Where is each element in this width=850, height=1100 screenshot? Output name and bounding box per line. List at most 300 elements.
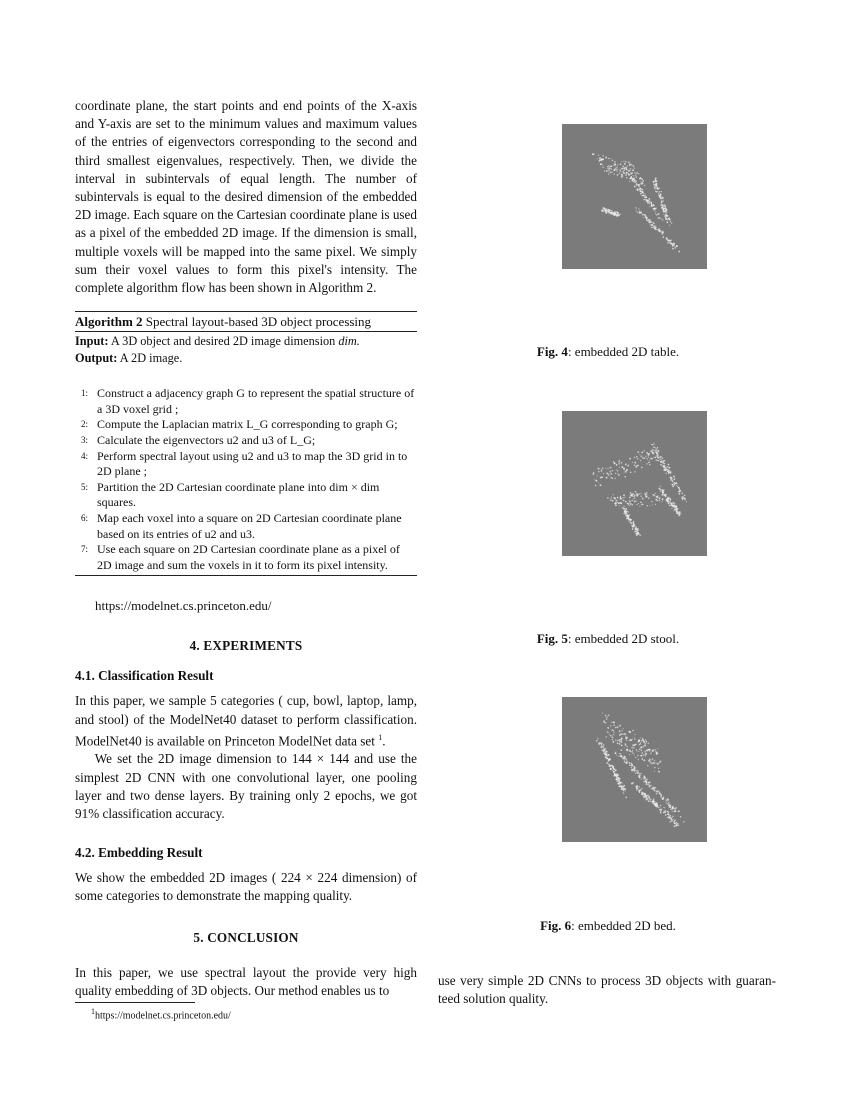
point — [633, 766, 635, 768]
point — [638, 503, 639, 504]
point — [669, 505, 671, 507]
point — [627, 502, 629, 504]
point — [604, 754, 606, 756]
point — [655, 448, 656, 449]
point — [660, 461, 662, 463]
point — [672, 807, 674, 809]
point — [620, 171, 621, 172]
point — [652, 504, 653, 505]
point — [654, 760, 655, 761]
point — [642, 191, 643, 192]
point — [665, 799, 666, 800]
point — [639, 454, 640, 455]
point — [609, 765, 611, 767]
point — [649, 464, 651, 466]
point — [671, 820, 673, 822]
point — [670, 809, 672, 811]
point — [629, 505, 630, 506]
point — [641, 492, 642, 493]
point — [629, 754, 630, 755]
point — [646, 778, 648, 780]
point — [618, 213, 619, 214]
algorithm-label: Algorithm 2 — [75, 314, 143, 330]
point — [668, 503, 670, 505]
point — [669, 806, 671, 808]
point — [605, 468, 606, 469]
point — [625, 744, 627, 746]
point — [631, 180, 633, 182]
point — [624, 168, 626, 170]
point — [653, 798, 655, 800]
point — [649, 781, 651, 783]
point — [652, 787, 654, 789]
point — [629, 168, 630, 169]
point — [648, 783, 650, 785]
point — [634, 471, 635, 472]
point — [643, 754, 645, 756]
point — [670, 242, 671, 243]
point — [601, 469, 602, 470]
point — [639, 786, 641, 788]
figure-6-caption — [438, 918, 778, 934]
point — [608, 474, 610, 476]
point — [656, 455, 658, 457]
point — [632, 525, 634, 527]
point — [649, 201, 650, 202]
point — [640, 190, 642, 192]
point — [623, 756, 625, 758]
point — [618, 778, 620, 780]
point — [634, 179, 635, 180]
algorithm-step — [75, 386, 417, 417]
point — [660, 464, 662, 466]
point — [598, 471, 600, 473]
point — [667, 219, 668, 220]
point — [624, 759, 625, 760]
point — [667, 800, 668, 801]
point — [652, 802, 654, 804]
point — [666, 802, 667, 803]
point — [657, 748, 658, 749]
point — [641, 779, 642, 780]
point — [619, 170, 621, 172]
point — [606, 716, 608, 718]
point — [629, 181, 630, 182]
point — [656, 229, 657, 230]
point — [619, 505, 620, 506]
point — [617, 740, 618, 741]
point — [650, 458, 651, 459]
point — [637, 786, 638, 787]
point — [644, 751, 646, 753]
point — [626, 749, 627, 750]
point — [623, 793, 624, 794]
point — [639, 188, 641, 190]
figure-5-caption — [438, 631, 778, 647]
point — [611, 729, 613, 731]
point — [632, 753, 633, 754]
point — [608, 165, 609, 166]
point — [643, 739, 645, 741]
point — [617, 174, 619, 176]
point — [633, 176, 634, 177]
point — [662, 219, 664, 221]
point — [623, 788, 624, 789]
point — [676, 245, 678, 247]
point — [603, 750, 605, 752]
point — [653, 800, 654, 801]
point — [653, 447, 654, 448]
algorithm-step — [75, 511, 417, 542]
point — [597, 738, 598, 739]
point — [629, 750, 631, 752]
point — [627, 166, 628, 167]
point — [604, 170, 605, 171]
point — [617, 774, 618, 775]
point — [621, 161, 622, 162]
point — [619, 781, 621, 783]
point — [644, 797, 645, 798]
point — [599, 742, 600, 743]
point — [643, 450, 644, 451]
point — [641, 178, 643, 180]
algorithm-title-row — [75, 312, 417, 332]
point — [662, 233, 664, 235]
point — [662, 237, 663, 238]
point — [637, 755, 639, 757]
footnote-text: https://modelnet.cs.princeton.edu/ — [95, 1010, 231, 1022]
intro-paragraph: coordinate plane, the start points and end points of the X-axis and Y-axis are set to the minimum values and maximum values of the entries of eigenvectors corresponding to the second and third smallest eigenvalues, respectively. Then, we divide the interval in subintervals of equal length. The number of subintervals is equal to the desired dimension of the embedded 2D image. Each square on the Cartesian coordinate plane is used as a pixel of the embedded 2D image. If the dimension is small, multiple voxels will be mapped into the same pixel. We simply sum their voxel values to form this pixel's intensity. The complete algorithm flow has been shown in Algorithm 2. — [75, 98, 417, 296]
point — [636, 211, 637, 212]
point — [636, 531, 637, 532]
point — [647, 765, 649, 767]
point — [616, 169, 618, 171]
point — [648, 800, 650, 802]
point — [634, 768, 635, 769]
point — [610, 467, 611, 468]
point — [631, 500, 632, 501]
point — [601, 743, 602, 744]
point — [659, 217, 661, 219]
point — [630, 522, 631, 523]
algorithm-step — [75, 542, 417, 573]
point — [665, 467, 667, 469]
point — [645, 739, 646, 740]
point — [660, 812, 661, 813]
point — [623, 789, 625, 791]
figure-4-image — [562, 124, 707, 269]
point — [634, 186, 636, 188]
point — [638, 772, 639, 773]
point — [620, 749, 622, 751]
point — [678, 513, 679, 514]
point — [665, 810, 667, 812]
point — [620, 785, 621, 786]
point — [615, 166, 616, 167]
point — [655, 186, 656, 187]
point — [607, 166, 608, 167]
point — [628, 520, 630, 522]
point — [594, 479, 595, 480]
point — [649, 759, 651, 761]
point — [602, 467, 603, 468]
step-number: 6: — [81, 512, 89, 523]
point — [631, 751, 632, 752]
point — [647, 742, 649, 744]
point — [603, 210, 605, 212]
point — [625, 161, 627, 163]
step-text: Perform spectral layout using u2 and u3 to map the 3D grid in to 2D plane ; — [97, 448, 408, 479]
point — [656, 453, 658, 455]
point — [641, 504, 643, 506]
point — [636, 787, 638, 789]
point — [664, 810, 665, 811]
point — [629, 164, 630, 165]
point — [641, 755, 643, 757]
point — [638, 759, 640, 761]
point — [619, 741, 620, 742]
point — [674, 808, 675, 809]
point — [613, 771, 615, 773]
point — [623, 494, 625, 496]
point — [654, 209, 655, 210]
point — [678, 251, 680, 253]
section-5-title: 5. CONCLUSION — [193, 929, 299, 945]
point — [595, 485, 596, 486]
point — [653, 457, 654, 458]
point — [639, 748, 641, 750]
point — [671, 478, 672, 479]
point — [662, 498, 664, 500]
point — [645, 753, 647, 755]
point — [659, 228, 660, 229]
point — [670, 479, 671, 480]
point — [624, 472, 625, 473]
point — [603, 747, 604, 748]
point — [626, 177, 628, 179]
figure-6-image — [562, 697, 707, 842]
footnote-number: 1 — [91, 1006, 95, 1016]
point — [643, 781, 644, 782]
point — [624, 476, 625, 477]
point — [660, 486, 661, 487]
point — [630, 492, 632, 494]
point — [650, 450, 652, 452]
point — [673, 510, 674, 511]
point — [640, 460, 641, 461]
point — [615, 473, 616, 474]
point — [640, 181, 641, 182]
point — [663, 214, 664, 215]
point — [662, 206, 664, 208]
point — [660, 193, 662, 195]
point — [600, 477, 602, 479]
point — [628, 174, 630, 176]
point — [635, 531, 636, 532]
point — [684, 498, 686, 500]
point — [674, 479, 675, 480]
point — [650, 761, 651, 762]
point — [607, 468, 608, 469]
point — [640, 183, 642, 185]
point — [619, 786, 621, 788]
point — [632, 730, 634, 732]
point — [644, 742, 646, 744]
point — [648, 795, 649, 796]
point — [621, 787, 623, 789]
point — [610, 168, 612, 170]
point — [646, 782, 647, 783]
point — [623, 506, 625, 508]
point — [676, 485, 677, 486]
point — [613, 732, 614, 733]
point — [672, 810, 673, 811]
point — [617, 502, 618, 503]
point — [659, 230, 660, 231]
point — [647, 494, 648, 495]
point — [650, 801, 651, 802]
point — [616, 469, 617, 470]
point — [660, 805, 661, 806]
point — [655, 499, 657, 501]
subsection-4-1-paragraph-1: In this paper, we sample 5 categories ( cup, bowl, laptop, lamp, and stool) of the ModelNet40 dataset to perform classification. ModelNet40 is available on Princeton ModelNet data set $^1$. — [75, 693, 417, 749]
point — [668, 814, 670, 816]
point — [642, 182, 643, 183]
point — [624, 508, 625, 509]
point — [614, 769, 616, 771]
point — [631, 504, 633, 506]
algorithm-title: Spectral layout-based 3D object processing — [145, 314, 372, 330]
point — [676, 823, 678, 825]
point — [657, 791, 659, 793]
point — [678, 487, 680, 489]
point — [641, 467, 643, 469]
point — [628, 740, 629, 741]
point — [644, 457, 646, 459]
point — [638, 208, 639, 209]
point — [649, 219, 651, 221]
point — [642, 214, 643, 215]
point — [636, 534, 637, 535]
point — [607, 209, 609, 211]
point — [612, 470, 614, 472]
point — [608, 171, 609, 172]
point — [606, 762, 608, 764]
point — [640, 755, 641, 756]
point — [640, 501, 642, 503]
point — [669, 821, 671, 823]
point — [669, 467, 671, 469]
point — [663, 489, 664, 490]
point — [647, 453, 648, 454]
point — [619, 743, 621, 745]
point — [626, 746, 627, 747]
point — [635, 491, 637, 493]
point — [640, 193, 642, 195]
point — [671, 504, 673, 506]
point — [656, 214, 657, 215]
point — [665, 812, 666, 813]
point — [640, 212, 642, 214]
point — [660, 231, 661, 232]
point — [675, 508, 677, 510]
point — [611, 736, 613, 738]
point — [659, 456, 661, 458]
subsection-4-1-paragraph-2: We set the 2D image dimension to 144 × 144 and use the simplest 2D CNN with one convolutional layer, one pooling layer and two dense layers. By training only 2 epochs, we got 91% classification accuracy. — [75, 751, 417, 821]
point — [664, 215, 666, 217]
point — [592, 473, 594, 475]
point — [664, 460, 666, 462]
point — [612, 767, 613, 768]
point — [658, 213, 659, 214]
conclusion-continuation: use very simple 2D CNNs to process 3D objects with guaranteed solution quality. — [438, 973, 776, 1007]
point — [607, 731, 609, 733]
point — [650, 760, 651, 761]
point — [659, 497, 661, 499]
point — [610, 172, 611, 173]
figure-4-caption-text: : embedded 2D table. — [567, 344, 680, 359]
point — [629, 762, 631, 764]
point — [645, 798, 646, 799]
point — [680, 490, 681, 491]
point — [614, 775, 615, 776]
point — [612, 500, 614, 502]
point — [639, 773, 640, 774]
point — [656, 191, 658, 193]
point — [611, 210, 612, 211]
point — [612, 160, 613, 161]
point — [654, 210, 655, 211]
point — [634, 737, 635, 738]
point — [633, 521, 634, 522]
point — [652, 751, 653, 752]
point — [651, 788, 652, 789]
figure-6-caption-text: : embedded 2D bed. — [571, 918, 676, 933]
point — [622, 165, 624, 167]
point — [634, 182, 635, 183]
point — [630, 503, 631, 504]
point — [632, 522, 634, 524]
point — [648, 749, 650, 751]
point — [638, 775, 640, 777]
point — [647, 505, 649, 507]
point — [648, 799, 649, 800]
point — [648, 497, 649, 498]
point — [628, 518, 629, 519]
point — [682, 499, 683, 500]
point — [668, 473, 669, 474]
point — [647, 220, 648, 221]
point — [608, 760, 610, 762]
point — [672, 481, 674, 483]
point — [608, 213, 609, 214]
point — [634, 528, 635, 529]
point — [648, 457, 649, 458]
point — [615, 214, 616, 215]
point — [640, 177, 641, 178]
point — [655, 762, 656, 763]
point — [646, 492, 647, 493]
point — [662, 460, 663, 461]
point — [658, 790, 659, 791]
point — [649, 198, 651, 200]
point — [632, 528, 634, 530]
point — [647, 797, 648, 798]
point — [645, 795, 646, 796]
figure-5-caption-text: : embedded 2D stool. — [567, 631, 680, 646]
point — [629, 503, 630, 504]
point — [645, 745, 646, 746]
